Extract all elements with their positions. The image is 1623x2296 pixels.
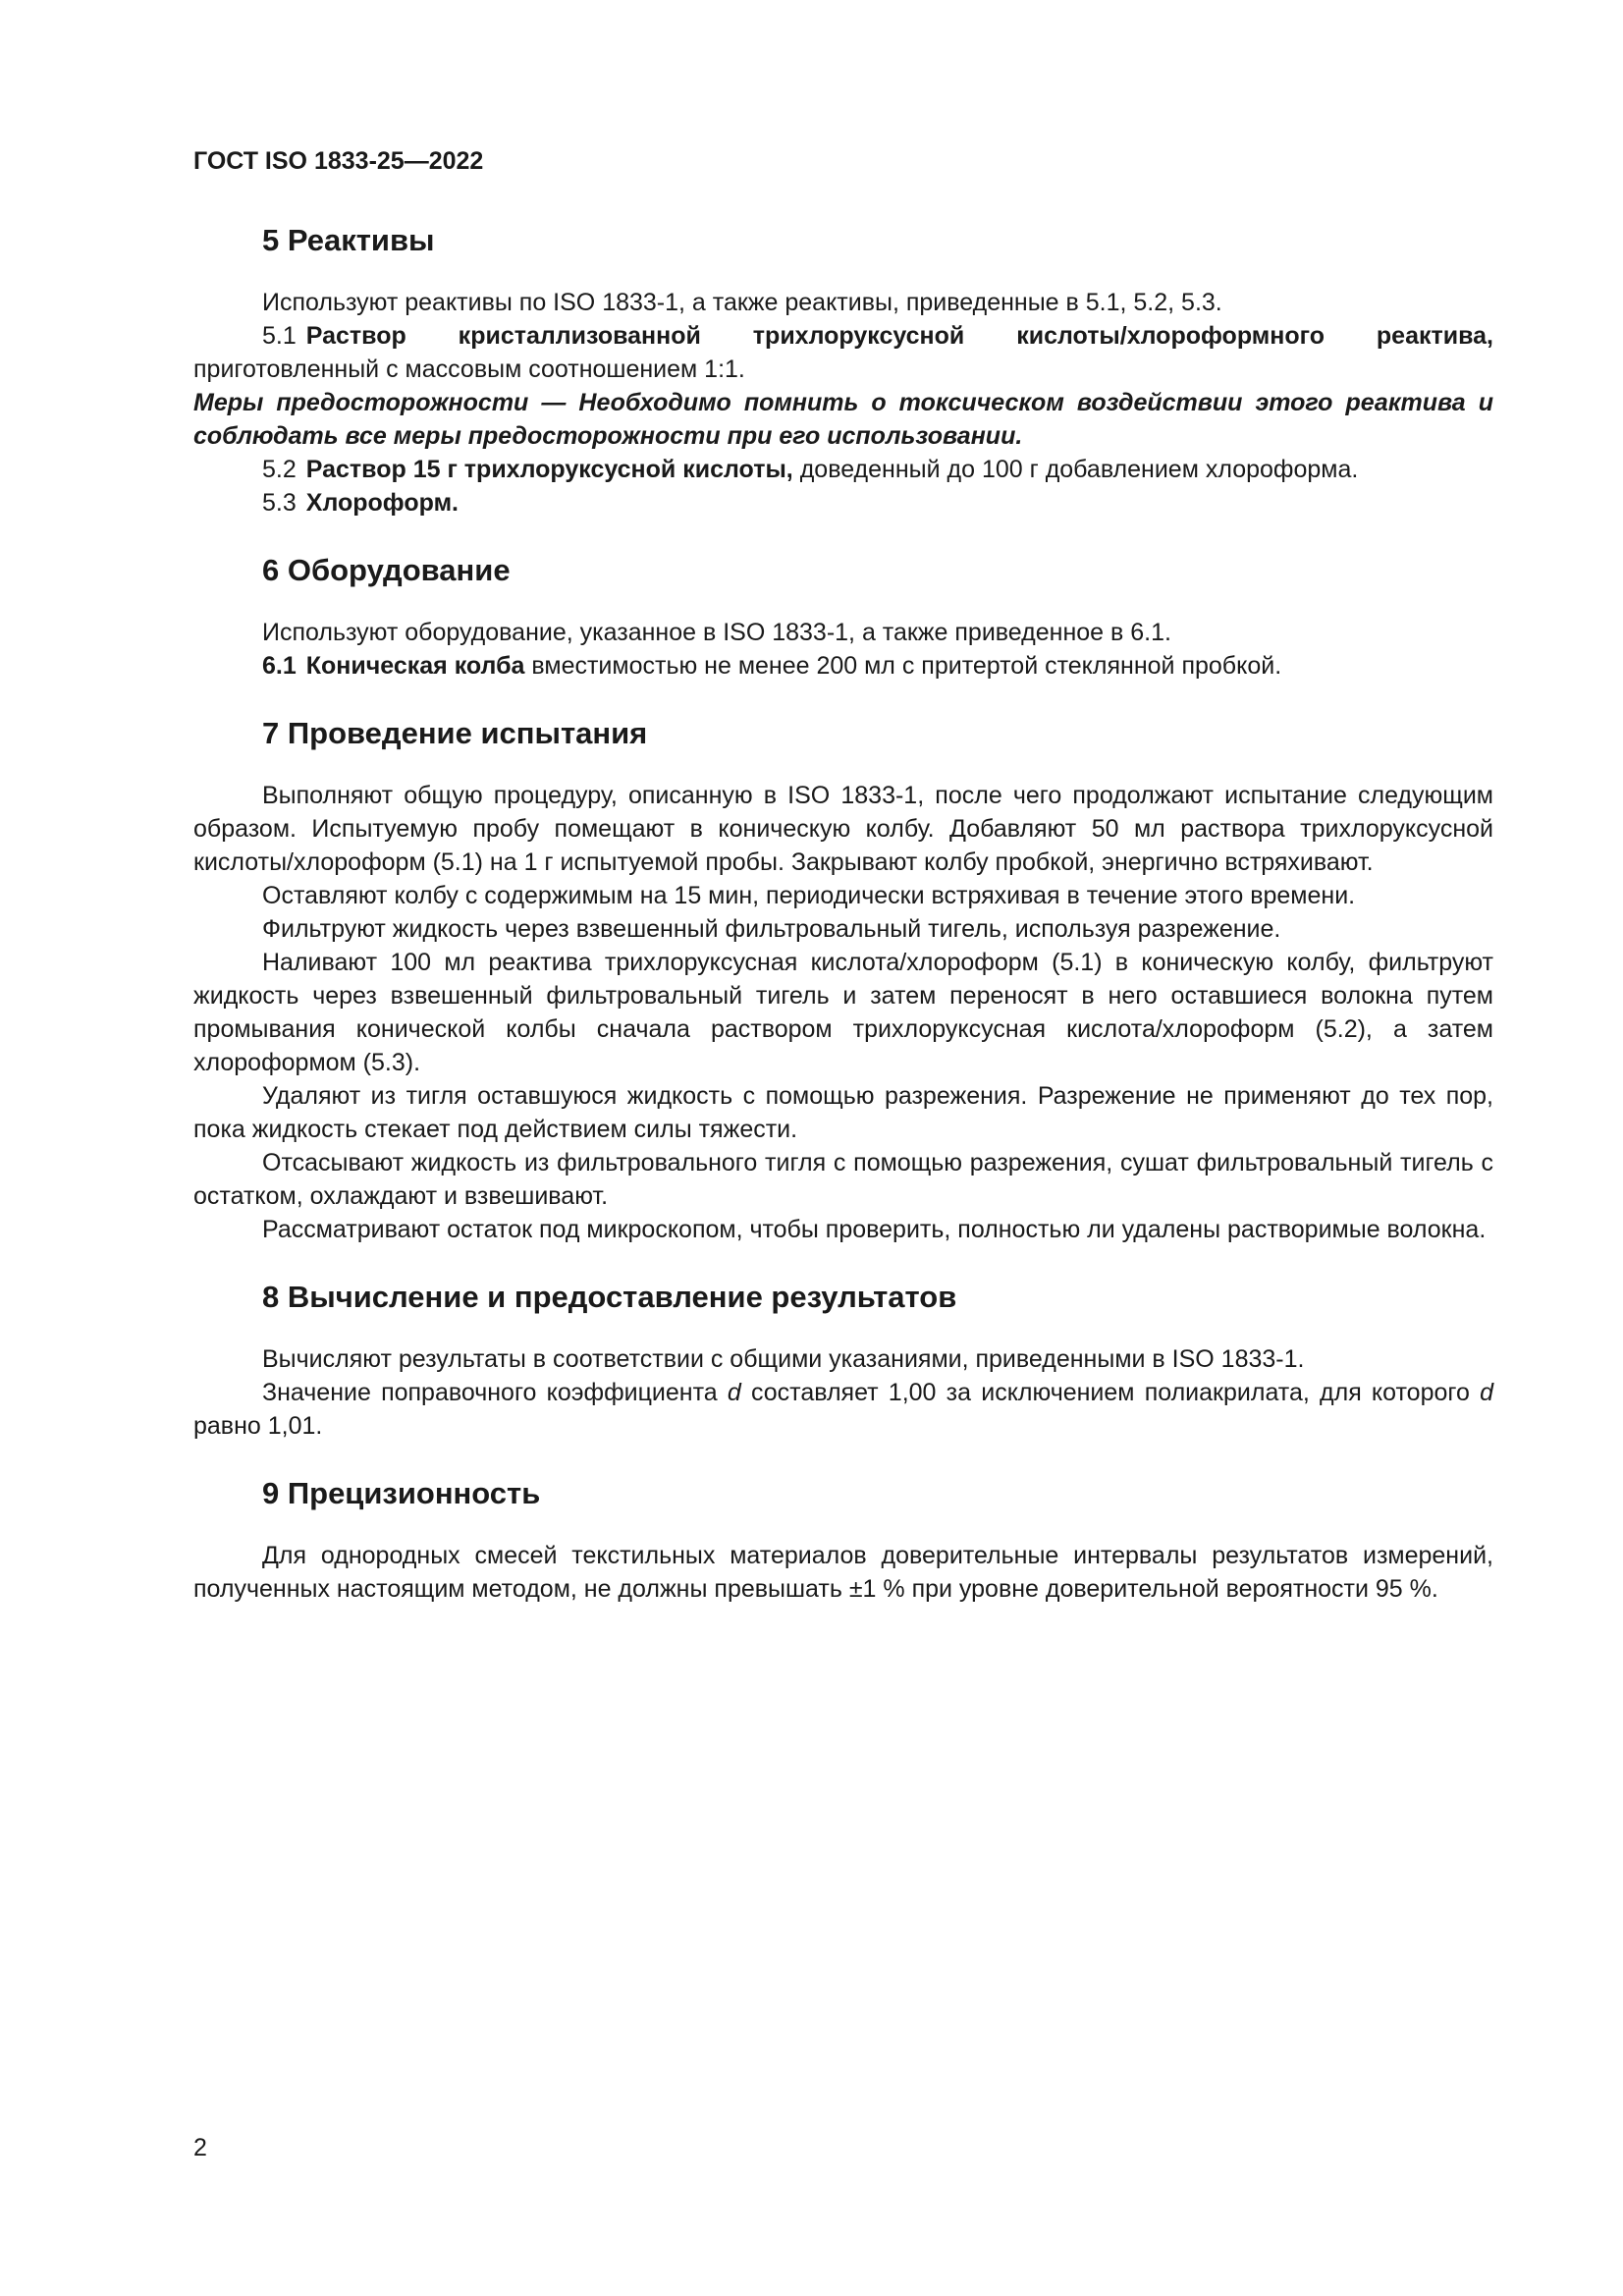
variable-d: d — [727, 1379, 741, 1406]
paragraph: Оставляют колбу с содержимым на 15 мин, периодически встряхивая в течение этого времени. — [262, 882, 1356, 909]
text-span: Значение поправочного коэффициента — [262, 1379, 718, 1406]
item-5-3 — [193, 486, 1493, 519]
item-5-2 — [193, 453, 1493, 486]
item-bold-title: Хлороформ. — [305, 489, 460, 517]
section-6-title: 6 Оборудование — [262, 553, 511, 587]
section-8 — [193, 1278, 1493, 1443]
paragraph: Выполняют общую процедуру, описанную в ISO 1833-1, после чего продолжают испытание следующим образом. Испытуемую пробу помещают в коническую колбу. Добавляют 50 мл раствора трихлоруксусной кислоты/хлороформ (5.1) на 1 г испытуемой пробы. Закрывают колбу пробкой, энергично встряхивают. — [193, 782, 1493, 876]
paragraph — [193, 1376, 1493, 1443]
paragraph: Отсасывают жидкость из фильтровального тигля с помощью разрежения, сушат фильтровальный тигель с остатком, охлаждают и взвешивают. — [193, 1149, 1493, 1210]
document-body — [193, 221, 1493, 1637]
paragraph: Фильтруют жидкость через взвешенный фильтровальный тигель, используя разрежение. — [262, 915, 1281, 943]
item-bold-title: Раствор кристаллизованной трихлоруксусной кислоты/хлороформного реактива, — [305, 322, 1493, 350]
section-9-title: 9 Прецизионность — [262, 1476, 541, 1510]
item-number: 5.1 — [262, 322, 297, 350]
item-text: вместимостью не менее 200 мл с притертой стеклянной пробкой. — [531, 652, 1282, 680]
paragraph: Рассматривают остаток под микроскопом, чтобы проверить, полностью ли удалены растворимые волокна. — [262, 1216, 1487, 1243]
section-5-intro: Используют реактивы по ISO 1833-1, а также реактивы, приведенные в 5.1, 5.2, 5.3. — [262, 289, 1222, 316]
paragraph: Вычисляют результаты в соответствии с общими указаниями, приведенными в ISO 1833-1. — [262, 1345, 1305, 1373]
item-5-1 — [193, 319, 1493, 386]
section-5 — [193, 221, 1493, 519]
text-span: равно 1,01. — [193, 1412, 323, 1440]
text-span: составляет 1,00 за исключением полиакрилата, для которого — [750, 1379, 1470, 1406]
item-bold-title: Раствор 15 г трихлоруксусной кислоты, — [305, 456, 793, 483]
warning-note: Меры предосторожности — Необходимо помнить о токсическом воздействии этого реактива и соблюдать все меры предосторожности при его использовании. — [193, 389, 1493, 450]
paragraph: Удаляют из тигля оставшуюся жидкость с помощью разрежения. Разрежение не применяют до тех пор, пока жидкость стекает под действием силы тяжести. — [193, 1082, 1493, 1143]
item-text: приготовленный с массовым соотношением 1:1. — [193, 355, 745, 383]
section-5-title: 5 Реактивы — [262, 223, 435, 257]
paragraph: Для однородных смесей текстильных материалов доверительные интервалы результатов измерений, полученных настоящим методом, не должны превышать ±1 % при уровне доверительной вероятности 95 %. — [193, 1542, 1493, 1603]
section-7 — [193, 714, 1493, 1246]
item-text: доведенный до 100 г добавлением хлороформа. — [799, 456, 1359, 483]
item-number: 5.3 — [262, 489, 297, 517]
page-number: 2 — [193, 2134, 207, 2161]
section-6-intro: Используют оборудование, указанное в ISO 1833-1, а также приведенное в 6.1. — [262, 619, 1171, 646]
section-8-title: 8 Вычисление и предоставление результатов — [262, 1280, 957, 1314]
section-7-title: 7 Проведение испытания — [262, 716, 648, 750]
item-6-1 — [193, 649, 1493, 683]
document-code-header: ГОСТ ISO 1833-25—2022 — [193, 147, 484, 175]
paragraph: Наливают 100 мл реактива трихлоруксусная кислота/хлороформ (5.1) в коническую колбу, фильтруют жидкость через взвешенный фильтровальный тигель и затем переносят в него оставшиеся волокна путем промывания конической колбы сначала раствором трихлоруксусная кислота/хлороформ (5.2), а затем хлороформом (5.3). — [193, 949, 1493, 1076]
item-bold-title: Коническая колба — [305, 652, 525, 680]
item-number: 5.2 — [262, 456, 297, 483]
variable-d: d — [1480, 1379, 1493, 1406]
section-9 — [193, 1474, 1493, 1606]
section-6 — [193, 551, 1493, 683]
item-number: 6.1 — [262, 652, 297, 680]
